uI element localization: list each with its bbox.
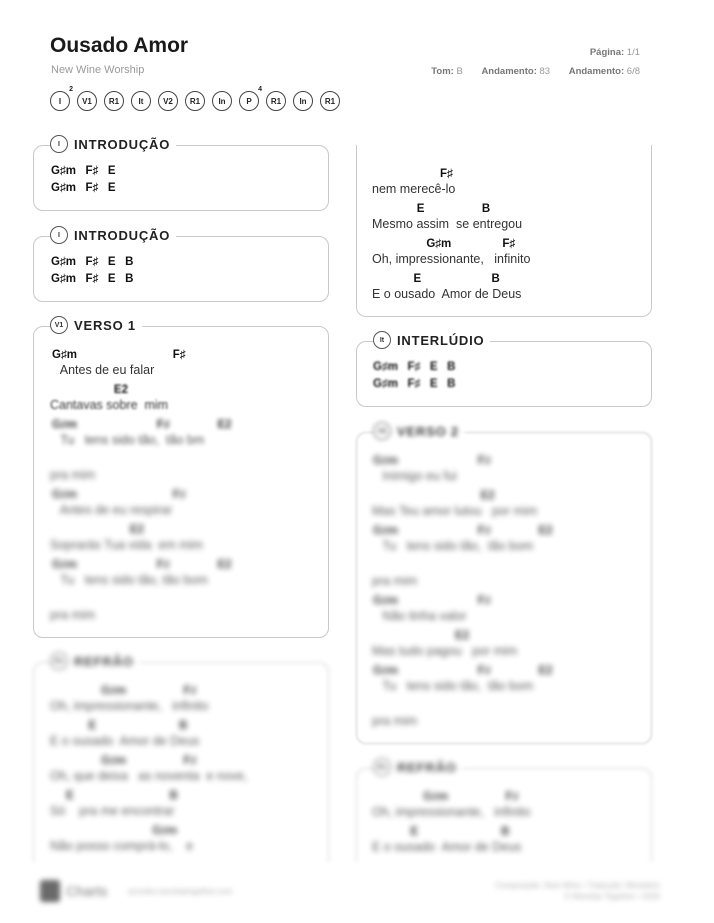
andamento-label: Andamento:	[481, 66, 537, 77]
tom-value: B	[456, 66, 463, 77]
chord-line: G♯m F♯ E B	[373, 378, 456, 390]
chord-line: G♯m F♯	[50, 685, 197, 697]
chord-line: G♯m F♯ E B	[51, 273, 134, 285]
lyric-line: E o ousado Amor de Deus	[372, 840, 522, 854]
section-title: REFRÃO	[397, 759, 457, 775]
sequence-pill[interactable]: R1	[266, 91, 286, 111]
section-title: VERSO 2	[397, 423, 459, 439]
interlude-card	[356, 341, 652, 407]
lyric-line: Antes de eu falar	[50, 363, 155, 377]
chord-line: E B	[372, 203, 491, 215]
chord-line: G♯m F♯	[372, 791, 519, 803]
intro-header-2	[50, 226, 176, 244]
section-title: INTRODUÇÃO	[74, 136, 171, 152]
lyric-line: Oh, impressionante, infinito	[372, 805, 531, 819]
section-title: REFRÃO	[74, 653, 134, 669]
chord-line: E B	[50, 790, 178, 802]
chord-line: G♯m F♯ E2	[52, 559, 232, 571]
chord-line: E2	[372, 490, 495, 502]
section-title: VERSO 1	[74, 317, 136, 333]
lyric-line: E o ousado Amor de Deus	[50, 734, 200, 748]
lyric-line: Tu tens sido tão, tão bom	[372, 679, 534, 693]
sequence-pill[interactable]: V1	[77, 91, 97, 111]
lyric-line: Oh, que deixa as noventa e nove,	[50, 769, 248, 783]
sequence-pill[interactable]: I 2	[50, 91, 70, 111]
section-title: INTERLÚDIO	[397, 332, 485, 348]
chord-line: G♯m F♯	[52, 349, 186, 361]
lyric-line: pra mim	[50, 608, 96, 622]
interlude-header	[373, 331, 490, 349]
brand-name: Charts	[66, 883, 108, 899]
footer-credits-1: Composição: New Wine • Tradução: Ministério	[495, 881, 660, 890]
chord-line: G♯m F♯ E2	[373, 525, 553, 537]
chord-line: G♯m F♯	[373, 455, 491, 467]
verse1-header	[50, 316, 142, 334]
lyric-line: Não posso comprá-lo, e	[50, 839, 194, 853]
song-meta	[431, 66, 640, 77]
chord-line: E2	[372, 630, 470, 642]
intro-header-1	[50, 135, 176, 153]
chord-line: G♯m F♯	[52, 489, 186, 501]
page-value: 1/1	[626, 47, 640, 58]
chord-line: G♯m F♯	[50, 755, 197, 767]
lyric-line: E o ousado Amor de Deus	[372, 287, 522, 301]
chord-line: G♯m F♯	[373, 595, 491, 607]
chorus2-header	[373, 758, 463, 776]
sequence-pill[interactable]: It	[131, 91, 151, 111]
chord-line: E B	[372, 826, 510, 838]
footer-url[interactable]: acordes.worshiptogether.com	[128, 887, 233, 896]
lyric-line: Soprarás Tua vida em mim	[50, 538, 203, 552]
footer-credits-2: © Worship Together • 2020	[564, 892, 660, 901]
lyric-line: Cantavas sobre mim	[50, 398, 169, 412]
page-indicator	[590, 47, 640, 58]
time-signature: 6/8	[626, 66, 640, 77]
sequence-pill[interactable]: R1	[185, 91, 205, 111]
chord-line: E B	[372, 273, 500, 285]
chord-line: G♯m F♯ E2	[373, 665, 553, 677]
chord-line: E2	[50, 524, 144, 536]
lyric-line: nem merecê-lo	[372, 182, 456, 196]
chorus-header	[50, 652, 140, 670]
lyric-line: Tu tens sido tão, tão bom	[50, 573, 208, 587]
chord-line: G♯m F♯ E B	[373, 361, 456, 373]
lyric-line: Mesmo assim se entregou	[372, 217, 523, 231]
chord-line: E2	[50, 384, 128, 396]
sequence-pill[interactable]: P 4	[239, 91, 259, 111]
brand-logo-icon	[40, 880, 60, 902]
lyric-line: Antes de eu respirar	[50, 503, 173, 517]
chord-line: G♯m F♯ E B	[51, 256, 134, 268]
lyric-line: pra mim	[372, 574, 418, 588]
chord-line: G♯m F♯	[372, 238, 516, 250]
section-sequence	[50, 86, 340, 111]
sequence-pill[interactable]: V2	[158, 91, 178, 111]
sequence-pill[interactable]: R1	[320, 91, 340, 111]
artist-name: New Wine Worship	[51, 64, 145, 76]
section-icon: It	[373, 331, 391, 349]
page-label: Página:	[589, 47, 625, 58]
lyric-line: Só pra me encontrar	[50, 804, 175, 818]
tom-label: Tom:	[431, 66, 454, 77]
lyric-line: Mas Teu amor lutou por mim	[372, 504, 538, 518]
lyric-line: pra mim	[50, 468, 96, 482]
sequence-pill[interactable]: In	[293, 91, 313, 111]
section-icon: R1	[373, 758, 391, 776]
section-title: INTRODUÇÃO	[74, 227, 171, 243]
chord-line: G♯m F♯ E2	[52, 419, 232, 431]
chord-line: E B	[50, 720, 188, 732]
lyric-line: Tu tens sido tão, tão bm	[50, 433, 205, 447]
lyric-line: Tu tens sido tão, tão bom	[372, 539, 534, 553]
section-icon: V1	[50, 316, 68, 334]
chord-line: F♯	[440, 168, 453, 180]
lyric-line: Mas tudo pagou por mim	[372, 644, 518, 658]
lyric-line: Inimigo eu fui	[372, 469, 457, 483]
section-icon: I	[50, 226, 68, 244]
sequence-pill[interactable]: In	[212, 91, 232, 111]
verse2-header	[373, 422, 465, 440]
bpm-value: 83	[539, 66, 551, 77]
song-title: Ousado Amor	[50, 34, 189, 57]
lyric-line: Oh, impressionante, infinito	[372, 252, 531, 266]
section-icon: R1	[50, 652, 68, 670]
intro-card-1	[33, 145, 329, 211]
chord-line: G♯m F♯ E	[51, 165, 116, 177]
chord-line: G♯m	[50, 825, 178, 837]
andamento-label-2: Andamento:	[568, 66, 625, 77]
intro-card-2	[33, 236, 329, 302]
lyric-line: Não tinha valor	[372, 609, 467, 623]
sequence-pill[interactable]: R1	[104, 91, 124, 111]
chord-line: G♯m F♯ E	[51, 182, 116, 194]
lyric-line: Oh, impressionante, infinito	[50, 699, 209, 713]
section-icon: I	[50, 135, 68, 153]
section-icon: V2	[373, 422, 391, 440]
lyric-line: pra mim	[372, 714, 418, 728]
